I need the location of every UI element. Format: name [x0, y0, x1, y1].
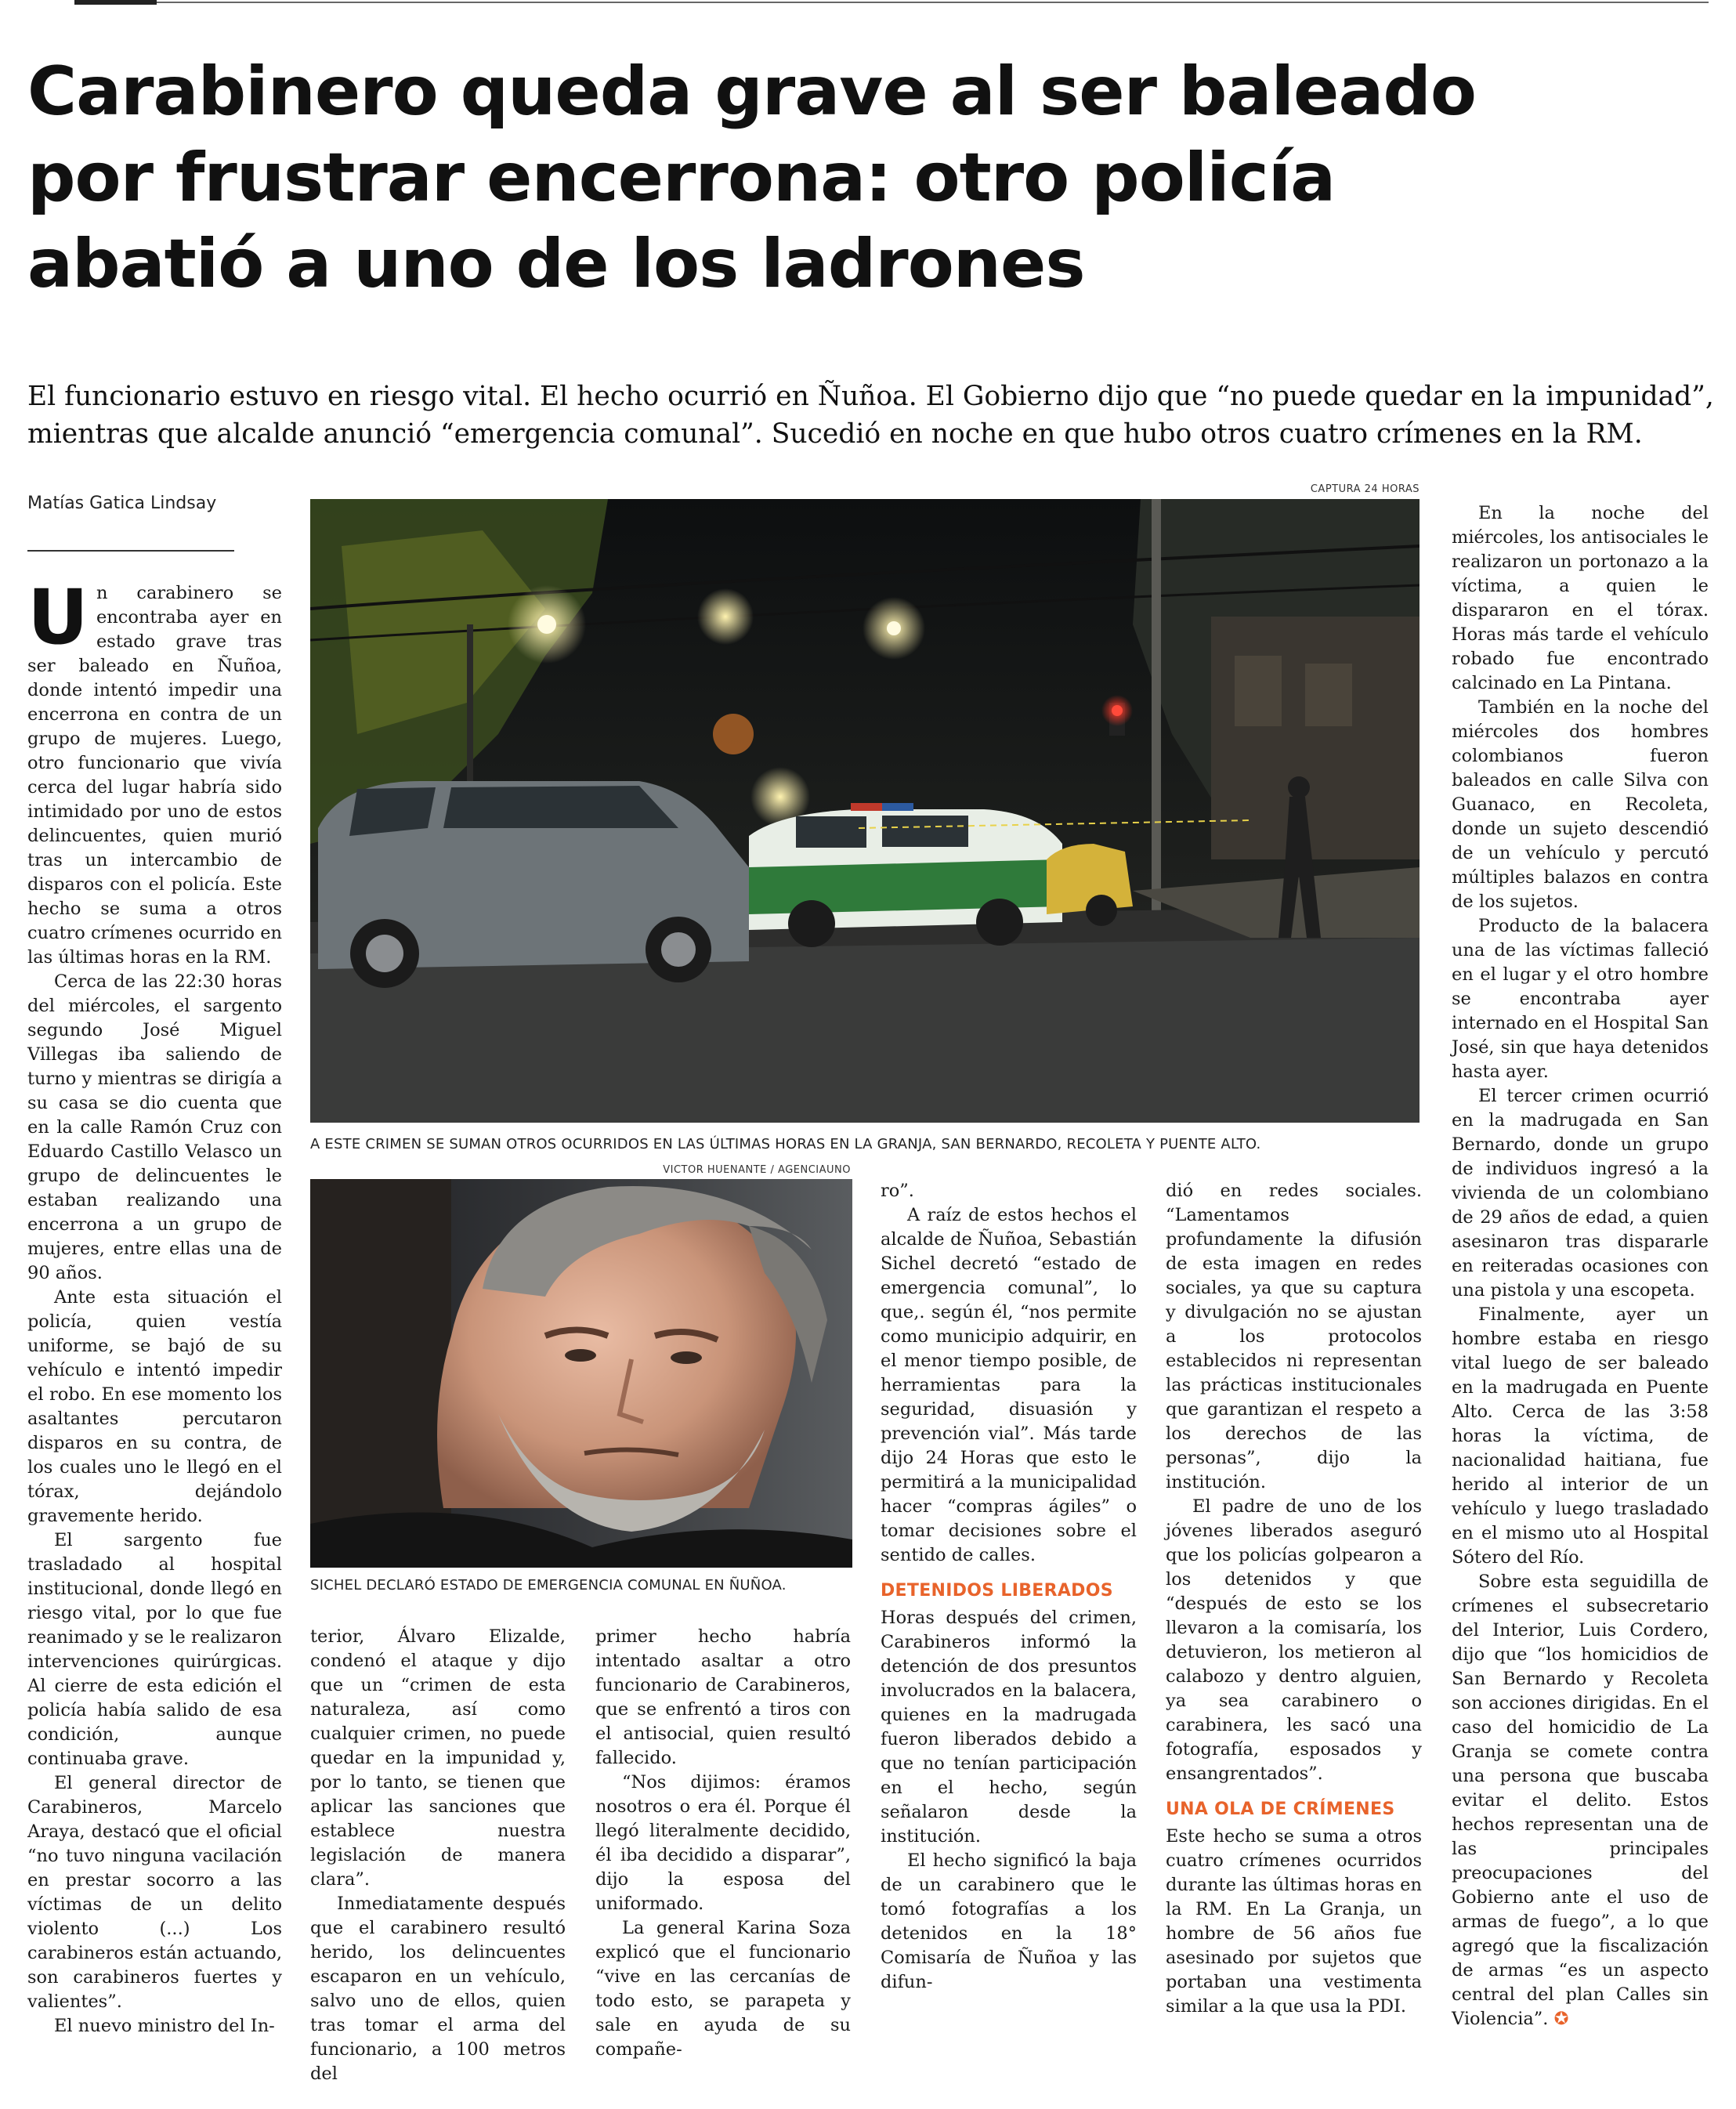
- subhead-ola-crimenes: UNA OLA DE CRÍMENES: [1166, 1800, 1395, 1819]
- body-paragraph: El sargento fue trasladado al hospital institucional, donde llegó en riesgo vital, por lo que fue reanimado y se le realizaron intervenciones quirúrgicas. Al cierre de esta edición el policía había salido de esa condición, aunque continuaba grave.: [27, 1530, 282, 1769]
- byline: Matías Gatica Lindsay: [27, 494, 217, 513]
- headline: [27, 49, 1712, 307]
- body-column-1: [27, 573, 282, 2038]
- deck-line: mientras que alcalde anunció “emergencia comunal”. Sucedió en noche en que hubo otros cuatro crímenes en la RM.: [27, 418, 1643, 450]
- end-of-article-icon: ✪: [1553, 2009, 1569, 2029]
- body-column-3: [595, 1625, 851, 2062]
- body-paragraph: El padre de uno de los jóvenes liberados aseguró que los policías golpearon a los detenidos y que “después de esto se los llevaron a la comisaría, los detuvieron, los metieron al calabozo y dentro alguien, ya sea carabinero o carabinera, les sacó una fotografía, esposados y ensangrentados”.: [1166, 1496, 1422, 1784]
- body-paragraph: ro”.: [881, 1181, 914, 1201]
- body-paragraph: [1452, 1570, 1709, 2031]
- body-paragraph: También en la noche del miércoles dos hombres colombianos fueron baleados en calle Silva con Guanaco, en Recoleta, donde un sujeto descendió de un vehículo y percutó múltiples balazos en contra de los sujetos.: [1452, 697, 1709, 912]
- body-column-5: [1166, 1179, 1422, 2019]
- section-tab-bar: [74, 0, 157, 5]
- body-paragraph: Producto de la balacera una de las víctimas falleció en el lugar y el otro hombre se encontraba ayer internado en el Hospital San José, sin que haya detenidos hasta ayer.: [1452, 916, 1709, 1082]
- body-paragraph: El tercer crimen ocurrió en la madrugada en San Bernardo, donde un grupo de individuos ingresó a la vivienda de un colombiano de 29 años de edad, a quien asesinaron tras dispararle en reiteradas ocasiones con una pistola y una escopeta.: [1452, 1086, 1709, 1300]
- photo2-credit: VICTOR HUENANTE / AGENCIAUNO: [663, 1164, 851, 1176]
- headline-line: abatió a uno de los ladrones: [27, 225, 1085, 303]
- deck-summary: [27, 378, 1712, 453]
- headline-line: por frustrar encerrona: otro policía: [27, 139, 1336, 217]
- body-paragraph: Ante esta situación el policía, quien vestía uniforme, se bajó de su vehículo e intentó impedir el robo. En ese momento los asaltantes percutaron disparos en su contra, de los cuales uno le llegó en el tórax, dejándolo gravemente herido.: [27, 1287, 282, 1526]
- sichel-portrait-photo: [310, 1179, 852, 1568]
- sichel-portrait-art: [310, 1179, 852, 1568]
- body-paragraph: [27, 573, 282, 970]
- top-rule: [27, 0, 1709, 5]
- deck-line: El funcionario estuvo en riesgo vital. El hecho ocurrió en Ñuñoa. El Gobierno dijo que “no puede quedar en la impunidad”,: [27, 381, 1714, 412]
- drop-cap: U: [27, 573, 89, 661]
- lead-text: n carabinero se encontraba ayer en estado grave tras ser baleado en Ñuñoa, donde intentó impedir una encerrona en contra de un grupo de mujeres. Luego, otro funcionario que vivía cerca del lugar habría sido intimidado por uno de estos delincuentes, quien murió tras un intercambio de disparos con el policía. Este hecho se suma a otros cuatro crímenes ocurrido en las últimas horas en la RM.: [27, 583, 282, 968]
- body-paragraph: El general director de Carabineros, Marcelo Araya, destacó que el oficial “no tuvo ninguna vacilación en prestar socorro a las víctimas de un delito violento (...) Los carabineros están actuando, son carabineros fuertes y valientes”.: [27, 1773, 282, 2012]
- headline-line: Carabinero queda grave al ser baleado: [27, 52, 1476, 131]
- body-paragraph: Finalmente, ayer un hombre estaba en riesgo vital luego de ser baleado en la madrugada en Puente Alto. Cerca de las 3:58 horas la víctima, de nacionalidad haitiana, fue herido al interior de un vehículo y luego trasladado en el mismo uto al Hospital Sótero del Río.: [1452, 1304, 1709, 1568]
- subhead-detenidos: DETENIDOS LIBERADOS: [881, 1581, 1113, 1601]
- body-paragraph: Cerca de las 22:30 horas del miércoles, el sargento segundo José Miguel Villegas iba saliendo de turno y mientras se dirigía a su casa se dio cuenta que en la calle Ramón Cruz con Eduardo Castillo Velasco un grupo de delincuentes le estaban realizando una encerrona a un grupo de mujeres, entre ellas una de 90 años.: [27, 971, 282, 1283]
- body-column-4: [881, 1179, 1137, 1995]
- byline-rule: [27, 550, 234, 552]
- body-paragraph: Inmediatamente después que el carabinero resultó herido, los delincuentes escaparon en un vehículo, salvo uno de ellos, quien tras tomar el arma del funcionario, a 100 metros del: [310, 1894, 566, 2084]
- photo1-caption: A ESTE CRIMEN SE SUMAN OTROS OCURRIDOS EN LAS ÚLTIMAS HORAS EN LA GRANJA, SAN BERNARDO, RECOLETA Y PUENTE ALTO.: [310, 1136, 1261, 1152]
- crime-scene-photo: [310, 499, 1420, 1123]
- photo2-caption: SICHEL DECLARÓ ESTADO DE EMERGENCIA COMUNAL EN ÑUÑOA.: [310, 1577, 787, 1594]
- body-paragraph: Horas después del crimen, Carabineros informó la detención de dos presuntos involucrados en la balacera, quienes en la madrugada fueron liberados debido a que no tenían participación en el hecho, según señalaron desde la institución.: [881, 1608, 1137, 1847]
- top-rule-line: [157, 2, 1709, 3]
- photo1-credit: CAPTURA 24 HORAS: [1310, 483, 1420, 495]
- body-paragraph: A raíz de estos hechos el alcalde de Ñuñoa, Sebastián Sichel decretó “estado de emergencia comunal”, lo que,. según él, “nos permite como municipio adquirir, en el menor tiempo posible, de herramientas para la seguridad, disuasión y prevención vial”. Más tarde dijo 24 Horas que esto le permitirá a la municipalidad hacer “compras ágiles” o tomar decisiones sobre el sentido de calles.: [881, 1205, 1137, 1565]
- body-paragraph: La general Karina Soza explicó que el funcionario “vive en las cercanías de todo esto, se parapeta y sale en ayuda de su compañe-: [595, 1918, 851, 2060]
- body-paragraph: Este hecho se suma a otros cuatro crímenes ocurridos durante las últimas horas en la RM. En La Granja, un hombre de 56 años fue asesinado por sujetos que portaban una vestimenta similar a la que usa la PDI.: [1166, 1826, 1422, 2017]
- body-paragraph: El hecho significó la baja de un carabinero que le tomó fotografías a los detenidos en la 18° Comisaría de Ñuñoa y las difun-: [881, 1850, 1137, 1992]
- body-paragraph: En la noche del miércoles, los antisociales le realizaron un portonazo a la víctima, a quien le dispararon en el tórax. Horas más tarde el vehículo robado fue encontrado calcinado en La Pintana.: [1452, 503, 1709, 693]
- crime-scene-photo-art: [310, 499, 1420, 1123]
- body-paragraph: dió en redes sociales. “Lamentamos profundamente la difusión de esta imagen en redes sociales, ya que su captura y divulgación no se ajustan a los protocolos establecidos ni representan las prácticas institucionales que garantizan el respeto a los derechos de las personas”, dijo la institución.: [1166, 1181, 1422, 1492]
- body-paragraph: terior, Álvaro Elizalde, condenó el ataque y dijo que un “crimen de esta naturaleza, así como cualquier crimen, no puede quedar en la impunidad y, por lo tanto, se tienen que aplicar las sanciones que establece nuestra legislación de manera clara”.: [310, 1626, 566, 1890]
- body-paragraph: primer hecho habría intentado asaltar a otro funcionario de Carabineros, que se enfrentó a tiros con el antisocial, quien resultó fallecido.: [595, 1626, 851, 1768]
- body-column-2: [310, 1625, 566, 2086]
- body-paragraph: El nuevo ministro del In-: [54, 2016, 275, 2036]
- closing-text: Sobre esta seguidilla de crímenes el subsecretario del Interior, Luis Cordero, dijo que “los homicidios de San Bernardo y Recoleta son acciones dirigidas. En el caso del homicidio de La Granja se comete contra una persona que buscaba evitar el delito. Estos hechos representan una de las principales preocupaciones del Gobierno ante el uso de armas de fuego”, a lo que agregó que la fiscalización de armas “es un aspecto central del plan Calles sin Violencia”.: [1452, 1572, 1709, 2029]
- body-paragraph: “Nos dijimos: éramos nosotros o era él. Porque él llegó literalmente decidido, él iba decidido a disparar”, dijo la esposa del uniformado.: [595, 1772, 851, 1914]
- body-column-6: [1452, 501, 1709, 2031]
